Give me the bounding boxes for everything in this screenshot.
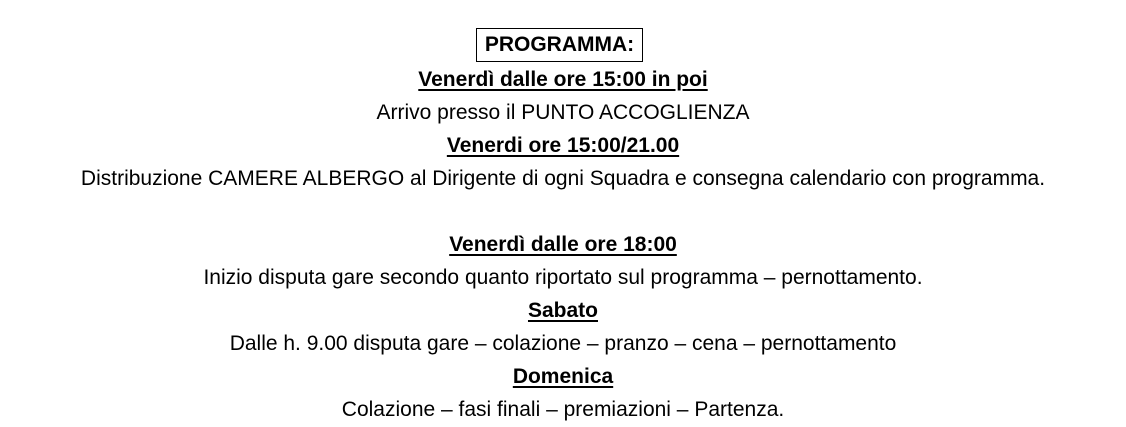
section-text-saturday: Dalle h. 9.00 disputa gare – colazione – pranzo – cena – pernottamento bbox=[229, 332, 897, 355]
section-text-friday-rooms: Distribuzione CAMERE ALBERGO al Dirigente di ogni Squadra e consegna calendario con programma. bbox=[80, 167, 1046, 190]
section-text-friday-games: Inizio disputa gare secondo quanto riportato sul programma – pernottamento. bbox=[203, 266, 923, 289]
section-heading-friday-rooms: Venerdi ore 15:00/21.00 bbox=[446, 134, 680, 157]
document-title: PROGRAMMA: bbox=[476, 28, 643, 62]
section-text-sunday: Colazione – fasi finali – premiazioni – Partenza. bbox=[341, 398, 785, 421]
section-heading-saturday: Sabato bbox=[527, 299, 598, 322]
section-heading-friday-arrival: Venerdì dalle ore 15:00 in poi bbox=[418, 68, 708, 91]
section-heading-friday-games: Venerdì dalle ore 18:00 bbox=[449, 233, 677, 256]
section-heading-sunday: Domenica bbox=[512, 365, 614, 388]
section-text-friday-arrival: Arrivo presso il PUNTO ACCOGLIENZA bbox=[376, 101, 750, 124]
